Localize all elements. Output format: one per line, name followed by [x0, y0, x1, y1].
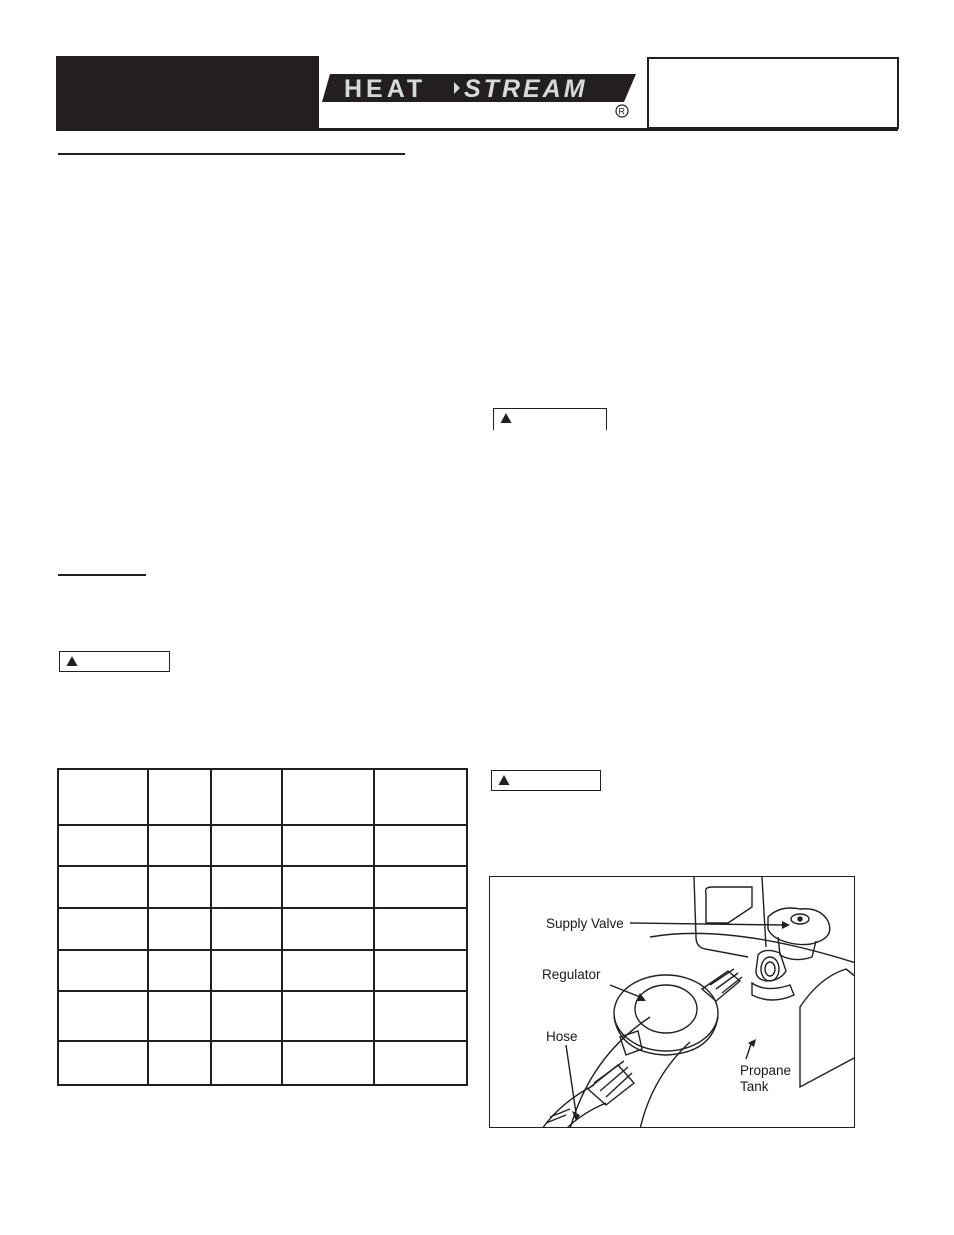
specifications-table	[57, 768, 468, 1086]
subheading-rule	[58, 574, 146, 576]
warning-triangle-icon	[66, 655, 78, 667]
svg-text:R: R	[618, 106, 625, 117]
propane-tank-label-line2: Tank	[740, 1079, 769, 1094]
section-heading-rule	[58, 153, 405, 155]
warning-label-right-top	[493, 408, 607, 430]
warning-triangle-icon	[500, 412, 512, 424]
header-info-box	[647, 57, 899, 129]
header-rule	[56, 128, 898, 131]
regulator-label: Regulator	[542, 967, 601, 982]
header-black-tab	[56, 56, 319, 128]
propane-tank-illustration	[490, 877, 855, 1128]
propane-tank-label-line1: Propane	[740, 1063, 792, 1078]
svg-text:HEAT: HEAT	[344, 75, 427, 103]
supply-valve-label: Supply Valve	[546, 916, 624, 931]
heatstream-logo	[320, 70, 638, 120]
hose-label: Hose	[546, 1029, 578, 1044]
warning-label-left	[59, 651, 170, 672]
propane-connection-figure	[489, 876, 855, 1128]
svg-text:STREAM: STREAM	[464, 75, 588, 103]
warning-label-right	[491, 770, 601, 791]
warning-triangle-icon	[498, 774, 510, 786]
